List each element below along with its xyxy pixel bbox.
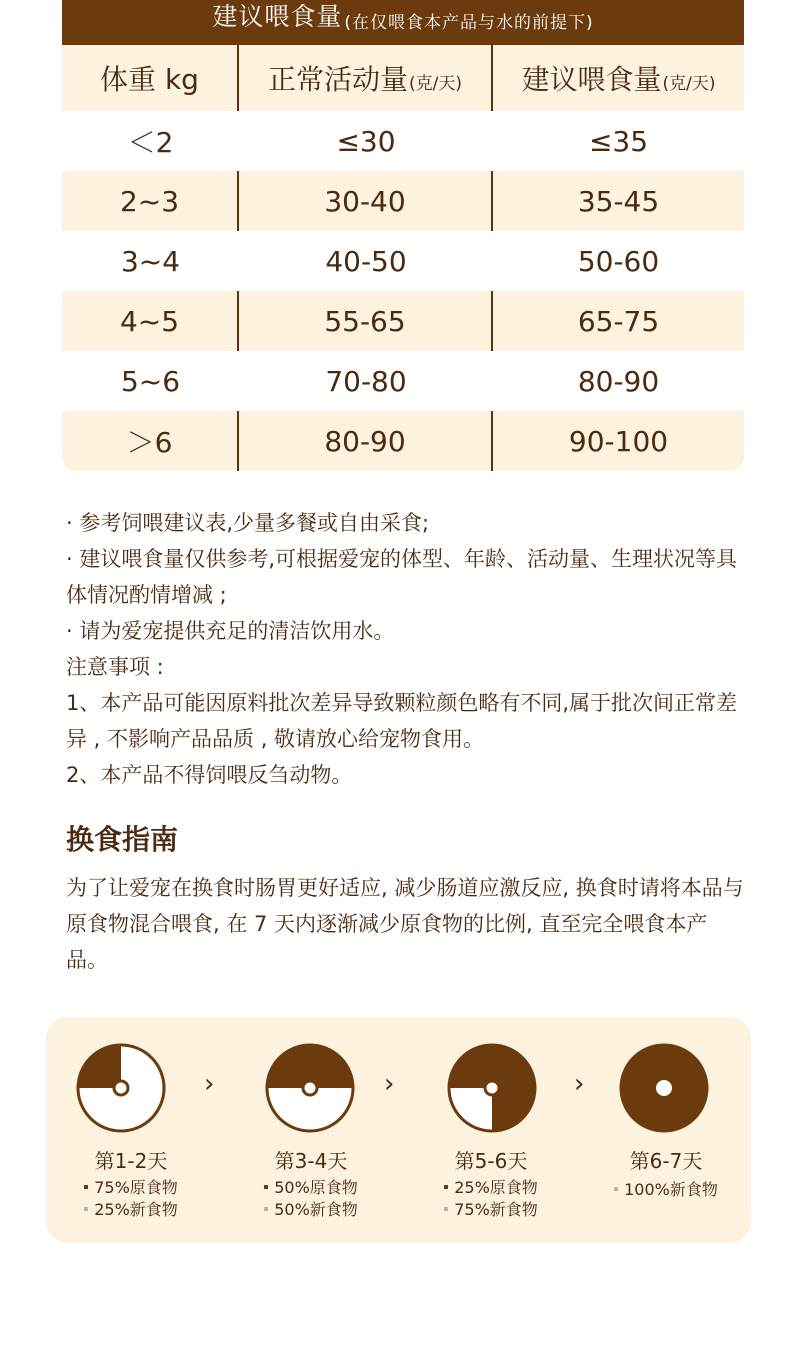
step-label: 第3-4天 xyxy=(274,1149,348,1173)
step-label: 第1-2天 xyxy=(94,1149,168,1173)
note-line: · 请为爱宠提供充足的清洁饮用水。 xyxy=(66,619,395,643)
step-line: 75%新食物 xyxy=(406,1197,576,1220)
table-row xyxy=(62,231,744,291)
cell-suggested: 80-90 xyxy=(577,364,660,398)
cell-weight: ＞6 xyxy=(62,411,239,471)
old-dot-icon xyxy=(264,1185,268,1189)
table-row xyxy=(62,111,744,171)
arrow-icon: › xyxy=(574,1069,585,1099)
transition-panel xyxy=(46,1017,751,1243)
old-dot-icon xyxy=(84,1185,88,1189)
step-label: 第6-7天 xyxy=(629,1149,703,1173)
cell-normal: 30-40 xyxy=(239,171,493,231)
cell-weight: 4~5 xyxy=(62,291,239,351)
step-line: 75%原食物 xyxy=(46,1175,216,1198)
step-line: 50%新食物 xyxy=(226,1197,396,1220)
step-line: 100%新食物 xyxy=(581,1177,751,1200)
cell-normal: 40-50 xyxy=(325,244,407,278)
table-row xyxy=(62,411,744,471)
pie-slice-new xyxy=(78,1045,121,1088)
cell-weight: 3~4 xyxy=(120,244,181,278)
new-dot-icon xyxy=(84,1207,88,1211)
pie-center xyxy=(114,1081,128,1095)
cell-weight: ＜2 xyxy=(127,126,174,159)
cell-suggested: 90-100 xyxy=(568,424,669,458)
pie-center xyxy=(656,1080,672,1096)
header-suggested-amount: 建议喂食量 (克/天) xyxy=(521,63,716,96)
note-line: 2、本产品不得饲喂反刍动物。 xyxy=(66,763,353,787)
new-dot-icon xyxy=(444,1207,448,1211)
header-normal-activity: 正常活动量 (克/天) xyxy=(239,45,493,111)
table-row xyxy=(62,291,744,351)
pie-icon xyxy=(265,1043,355,1133)
header-weight: 体重 kg xyxy=(62,45,239,111)
cell-suggested: ≤35 xyxy=(588,124,649,158)
table-title-sub: (在仅喂食本产品与水的前提下) xyxy=(344,13,594,33)
step-3 xyxy=(406,1017,576,1243)
note-line: · 建议喂食量仅供参考,可根据爱宠的体型、年龄、活动量、生理状况等具体情况酌情增减 ; xyxy=(66,547,738,607)
step-1 xyxy=(46,1017,216,1243)
table-header-row xyxy=(62,45,744,111)
note-line: · 参考饲喂建议表,少量多餐或自由采食; xyxy=(66,511,430,535)
step-line: 25%原食物 xyxy=(406,1175,576,1198)
cell-normal: 80-90 xyxy=(239,411,493,471)
table-title: 建议喂食量 xyxy=(212,2,343,31)
pie-icon xyxy=(76,1043,166,1133)
cell-suggested: 35-45 xyxy=(577,184,660,218)
guide-title: 换食指南 xyxy=(66,823,179,856)
cell-weight: 2~3 xyxy=(62,171,239,231)
cell-suggested: 65-75 xyxy=(577,304,660,338)
step-4 xyxy=(581,1017,751,1243)
pie-icon xyxy=(447,1043,537,1133)
new-dot-icon xyxy=(614,1187,618,1191)
old-dot-icon xyxy=(444,1185,448,1189)
new-dot-icon xyxy=(264,1207,268,1211)
table-row xyxy=(62,171,744,231)
feeding-table xyxy=(62,0,744,471)
table-row xyxy=(62,351,744,411)
feeding-notes xyxy=(66,505,746,793)
step-label: 第5-6天 xyxy=(454,1149,528,1173)
table-title-bar xyxy=(62,0,744,45)
arrow-icon: › xyxy=(204,1069,215,1099)
cell-normal: 70-80 xyxy=(325,364,407,398)
cell-weight: 5~6 xyxy=(120,364,181,398)
pie-center xyxy=(303,1081,317,1095)
pie-center xyxy=(485,1081,499,1095)
step-2 xyxy=(226,1017,396,1243)
note-heading: 注意事项 : xyxy=(66,655,164,679)
cell-normal: 55-65 xyxy=(239,291,493,351)
note-line: 1、本产品可能因原料批次差异导致颗粒颜色略有不同,属于批次间正常差异 , 不影响产品品质 , 敬请放心给宠物食用。 xyxy=(66,691,738,751)
cell-normal: ≤30 xyxy=(336,124,396,158)
cell-suggested: 50-60 xyxy=(577,244,660,278)
pie-icon xyxy=(619,1043,709,1133)
arrow-icon: › xyxy=(384,1069,395,1099)
step-line: 50%原食物 xyxy=(226,1175,396,1198)
step-line: 25%新食物 xyxy=(46,1197,216,1220)
table-grid xyxy=(62,45,744,471)
guide-text: 为了让爱宠在换食时肠胃更好适应, 减少肠道应激反应, 换食时请将本品与原食物混合喂食, 在 7 天内逐渐减少原食物的比例, 直至完全喂食本产品。 xyxy=(66,876,744,972)
